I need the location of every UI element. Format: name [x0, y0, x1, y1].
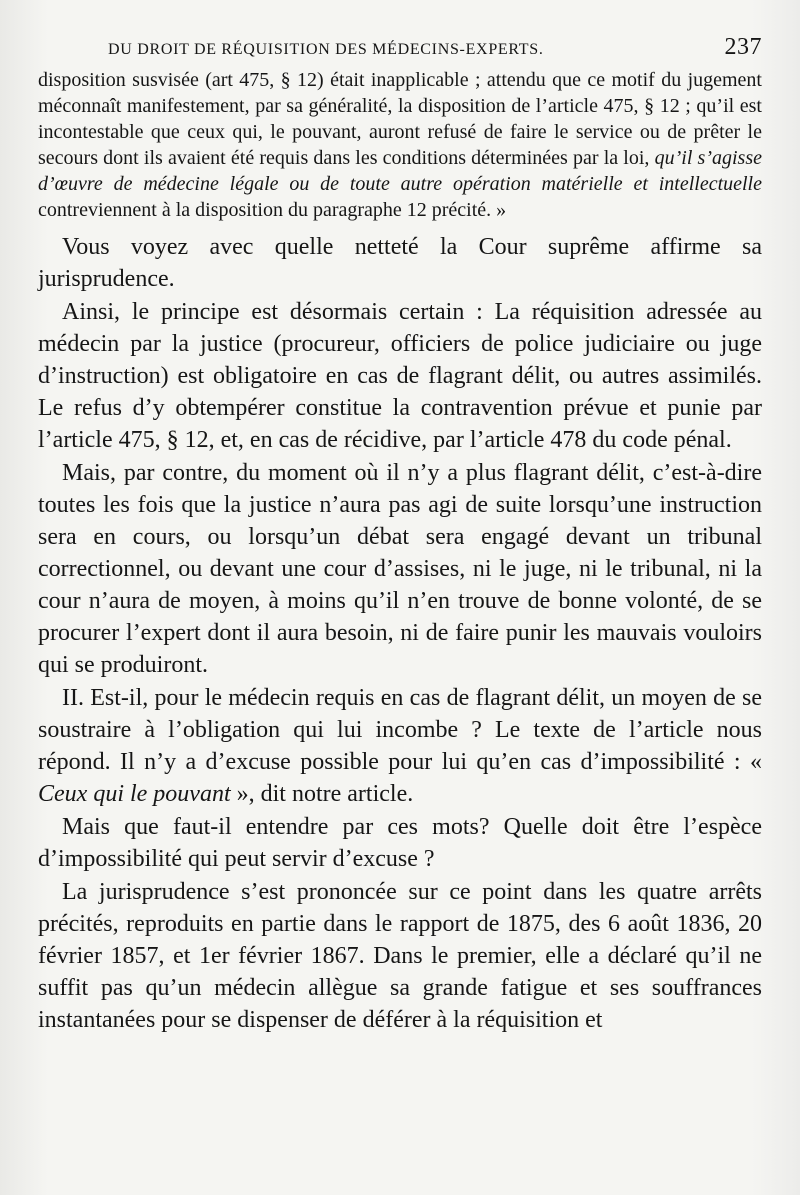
quote-text-end: contreviennent à la disposition du paragraphe 12 précité. » — [38, 199, 507, 221]
running-header — [108, 34, 762, 61]
paragraph-3: Mais, par contre, du moment où il n’y a plus flagrant délit, c’est-à-dire toutes les fois que la justice n’aura pas agi de suite lorsqu’une instruction sera en cours, ou lorsqu’un débat sera engagé devant un tribunal correctionnel, ou devant une cour d’assises, ni le juge, ni le tribunal, ni la cour n’aura de moyen, à moins qu’il n’en trouve de bonne volonté, de se procurer l’expert dont il aura besoin, ni de faire punir les mauvais vouloirs qui se produiront. — [38, 460, 762, 678]
page-number: 237 — [724, 34, 762, 60]
paragraph-2: Ainsi, le principe est désormais certain : La réquisition adressée au médecin par la justice (procureur, officiers de police judiciaire ou juge d’instruction) est obligatoire en cas de flagrant délit, ou autres assimilés. Le refus d’y obtempérer constitue la contravention prévue et punie par l’article 475, § 12, et, en cas de récidive, par l’article 478 du code pénal. — [38, 299, 762, 453]
paragraph-5: Mais que faut-il entendre par ces mots? Quelle doit être l’espèce d’impossibilité qui peut servir d’excuse ? — [38, 814, 762, 872]
quote-paragraph — [38, 67, 762, 223]
paragraph-4-text-start: II. Est-il, pour le médecin requis en cas de flagrant délit, un moyen de se soustraire à l’obligation qui lui incombe ? Le texte de l’article nous répond. Il n’y a d’excuse possible pour lui qu’en cas d’impossibilité : « — [38, 685, 762, 775]
running-title: DU DROIT DE RÉQUISITION DES MÉDECINS-EXPERTS. — [108, 41, 544, 58]
paragraph-4 — [38, 682, 762, 810]
quote-italic-text: qu’il s’agisse d’œuvre de médecine légale ou de toute autre opération matérielle et intellectuelle — [38, 147, 763, 195]
paragraph-6: La jurisprudence s’est prononcée sur ce point dans les quatre arrêts précités, reproduits en partie dans le rapport de 1875, des 6 août 1836, 20 février 1857, et 1er février 1867. Dans le premier, elle a déclaré qu’il ne suffit pas qu’un médecin allègue sa grande fatigue et ses souffrances instantanées pour se dispenser de déférer à la réquisition et — [38, 879, 762, 1033]
paragraph-1: Vous voyez avec quelle netteté la Cour suprême affirme sa jurisprudence. — [38, 234, 762, 292]
paragraph-4-italic-text: Ceux qui le pouvant — [38, 781, 231, 807]
court-quote — [38, 67, 762, 223]
quote-text-start: disposition susvisée (art 475, § 12) était inapplicable ; attendu que ce motif du jugement méconnaît manifestement, par sa généralité, la disposition de l’article 475, § 12 ; qu’il est incontestable que ceux qui, le pouvant, auront refusé de faire le service ou de prêter le secours dont ils avaient été requis dans les conditions déterminées par la loi, — [38, 69, 762, 169]
main-text — [38, 231, 762, 1036]
paragraph-4-text-end: », dit notre article. — [230, 781, 414, 807]
